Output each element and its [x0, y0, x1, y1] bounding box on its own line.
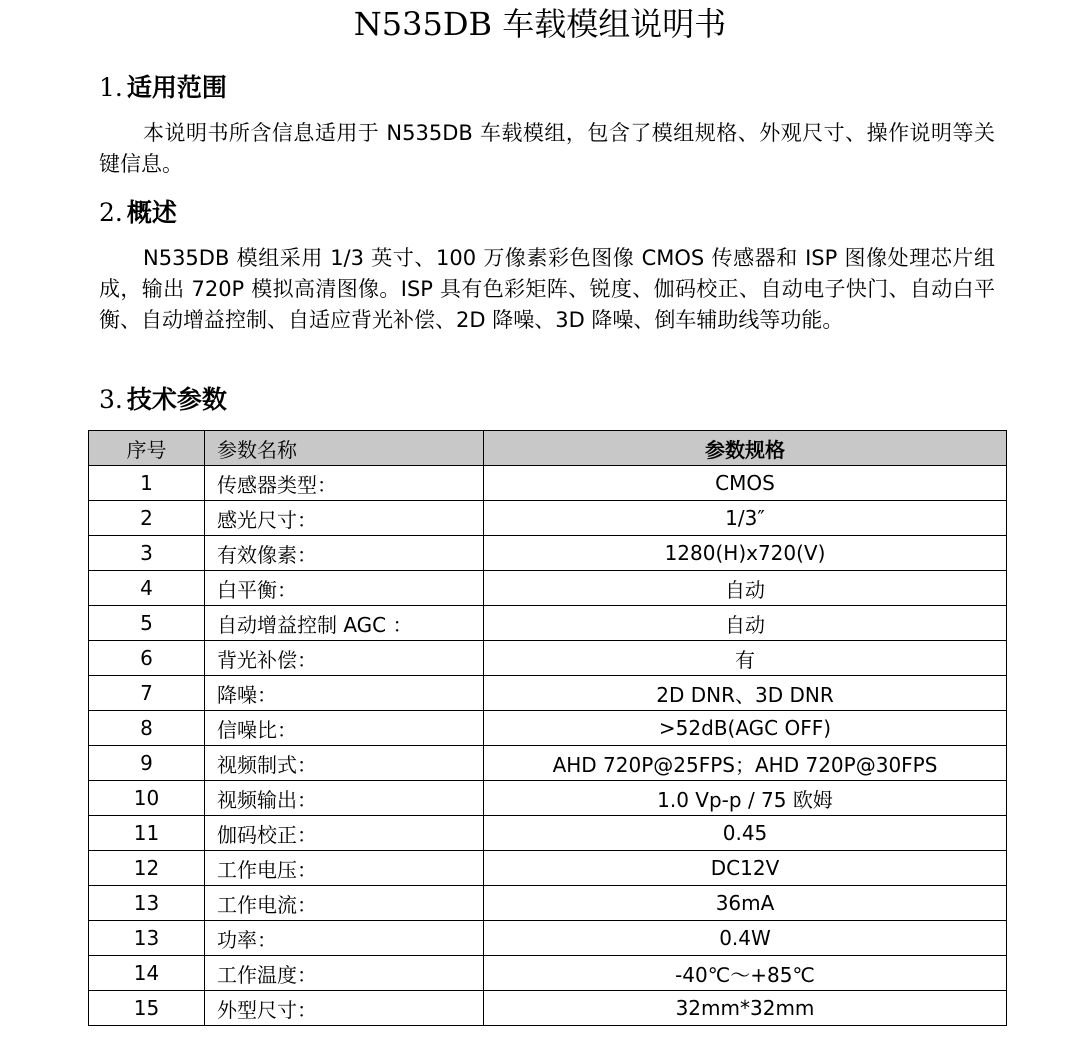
section-1-title: 适用范围 — [126, 73, 227, 102]
table-row — [89, 676, 1007, 711]
row-param-name: 工作电压： — [205, 851, 484, 886]
row-param-spec: 36mA — [484, 886, 1007, 921]
row-index: 10 — [89, 781, 205, 816]
header-index: 序号 — [89, 431, 205, 466]
row-index: 1 — [89, 466, 205, 501]
row-index: 11 — [89, 816, 205, 851]
row-param-spec: 0.45 — [484, 816, 1007, 851]
row-index: 6 — [89, 641, 205, 676]
header-param-spec: 参数规格 — [484, 431, 1007, 466]
row-param-name: 伽码校正： — [205, 816, 484, 851]
section-2-body: N535DB 模组采用 1/3 英寸、100 万像素彩色图像 CMOS 传感器和 ISP 图像处理芯片组成，输出 720P 模拟高清图像。ISP 具有色彩矩阵、锐度、伽码校正、自动电子快门、自动白平衡、自动增益控制、自适应背光补偿、2D 降噪、3D 降噪、倒车辅助线等功能。 — [99, 246, 995, 332]
table-row — [89, 781, 1007, 816]
row-param-spec: CMOS — [484, 466, 1007, 501]
row-param-name: 工作温度： — [205, 956, 484, 991]
row-index: 8 — [89, 711, 205, 746]
header-param-name: 参数名称 — [205, 431, 484, 466]
row-index: 15 — [89, 991, 205, 1026]
section-2-title: 概述 — [126, 198, 177, 227]
table-body — [89, 466, 1007, 1026]
table-row — [89, 816, 1007, 851]
row-param-name: 自动增益控制 AGC ： — [205, 606, 484, 641]
row-param-name: 有效像素： — [205, 536, 484, 571]
section-2-heading — [99, 196, 177, 230]
section-1-heading — [99, 71, 227, 105]
section-2-number: 2. — [99, 198, 123, 227]
section-3-title: 技术参数 — [126, 385, 227, 414]
section-1-body: 本说明书所含信息适用于 N535DB 车载模组，包含了模组规格、外观尺寸、操作说明等关键信息。 — [99, 121, 995, 176]
row-param-spec: 自动 — [484, 571, 1007, 606]
row-index: 12 — [89, 851, 205, 886]
row-param-name: 外型尺寸： — [205, 991, 484, 1026]
row-param-name: 背光补偿： — [205, 641, 484, 676]
section-3-number: 3. — [99, 385, 123, 414]
row-param-spec: 1280(H)x720(V) — [484, 536, 1007, 571]
row-index: 13 — [89, 886, 205, 921]
table-row — [89, 466, 1007, 501]
row-param-name: 信噪比： — [205, 711, 484, 746]
table-row — [89, 571, 1007, 606]
row-param-name: 功率： — [205, 921, 484, 956]
row-param-spec: 32mm*32mm — [484, 991, 1007, 1026]
table-row — [89, 991, 1007, 1026]
row-param-spec: 自动 — [484, 606, 1007, 641]
row-param-name: 降噪： — [205, 676, 484, 711]
table-row — [89, 921, 1007, 956]
table-row — [89, 851, 1007, 886]
section-3-heading — [99, 383, 227, 417]
row-param-spec: 1/3″ — [484, 501, 1007, 536]
row-param-spec: 1.0 Vp-p / 75 欧姆 — [484, 781, 1007, 816]
table-header-row — [89, 431, 1007, 466]
table-row — [89, 536, 1007, 571]
table-row — [89, 956, 1007, 991]
row-param-spec: 0.4W — [484, 921, 1007, 956]
section-1-number: 1. — [99, 73, 123, 102]
row-index: 3 — [89, 536, 205, 571]
table-row — [89, 886, 1007, 921]
row-param-spec: DC12V — [484, 851, 1007, 886]
row-param-name: 视频制式： — [205, 746, 484, 781]
row-param-name: 工作电流： — [205, 886, 484, 921]
row-index: 2 — [89, 501, 205, 536]
row-index: 5 — [89, 606, 205, 641]
row-index: 13 — [89, 921, 205, 956]
document-title: N535DB 车载模组说明书 — [353, 5, 727, 43]
row-param-spec: AHD 720P@25FPS；AHD 720P@30FPS — [484, 746, 1007, 781]
row-param-name: 白平衡： — [205, 571, 484, 606]
row-param-spec: 有 — [484, 641, 1007, 676]
row-param-spec: >52dB(AGC OFF) — [484, 711, 1007, 746]
row-index: 4 — [89, 571, 205, 606]
row-param-name: 传感器类型： — [205, 466, 484, 501]
table-row — [89, 746, 1007, 781]
row-index: 7 — [89, 676, 205, 711]
row-param-spec: -40℃～+85℃ — [484, 956, 1007, 991]
table-row — [89, 501, 1007, 536]
table-row — [89, 711, 1007, 746]
row-index: 9 — [89, 746, 205, 781]
row-index: 14 — [89, 956, 205, 991]
row-param-name: 视频输出： — [205, 781, 484, 816]
spec-table — [88, 430, 1007, 1026]
table-row — [89, 641, 1007, 676]
table-row — [89, 606, 1007, 641]
row-param-spec: 2D DNR、3D DNR — [484, 676, 1007, 711]
row-param-name: 感光尺寸： — [205, 501, 484, 536]
